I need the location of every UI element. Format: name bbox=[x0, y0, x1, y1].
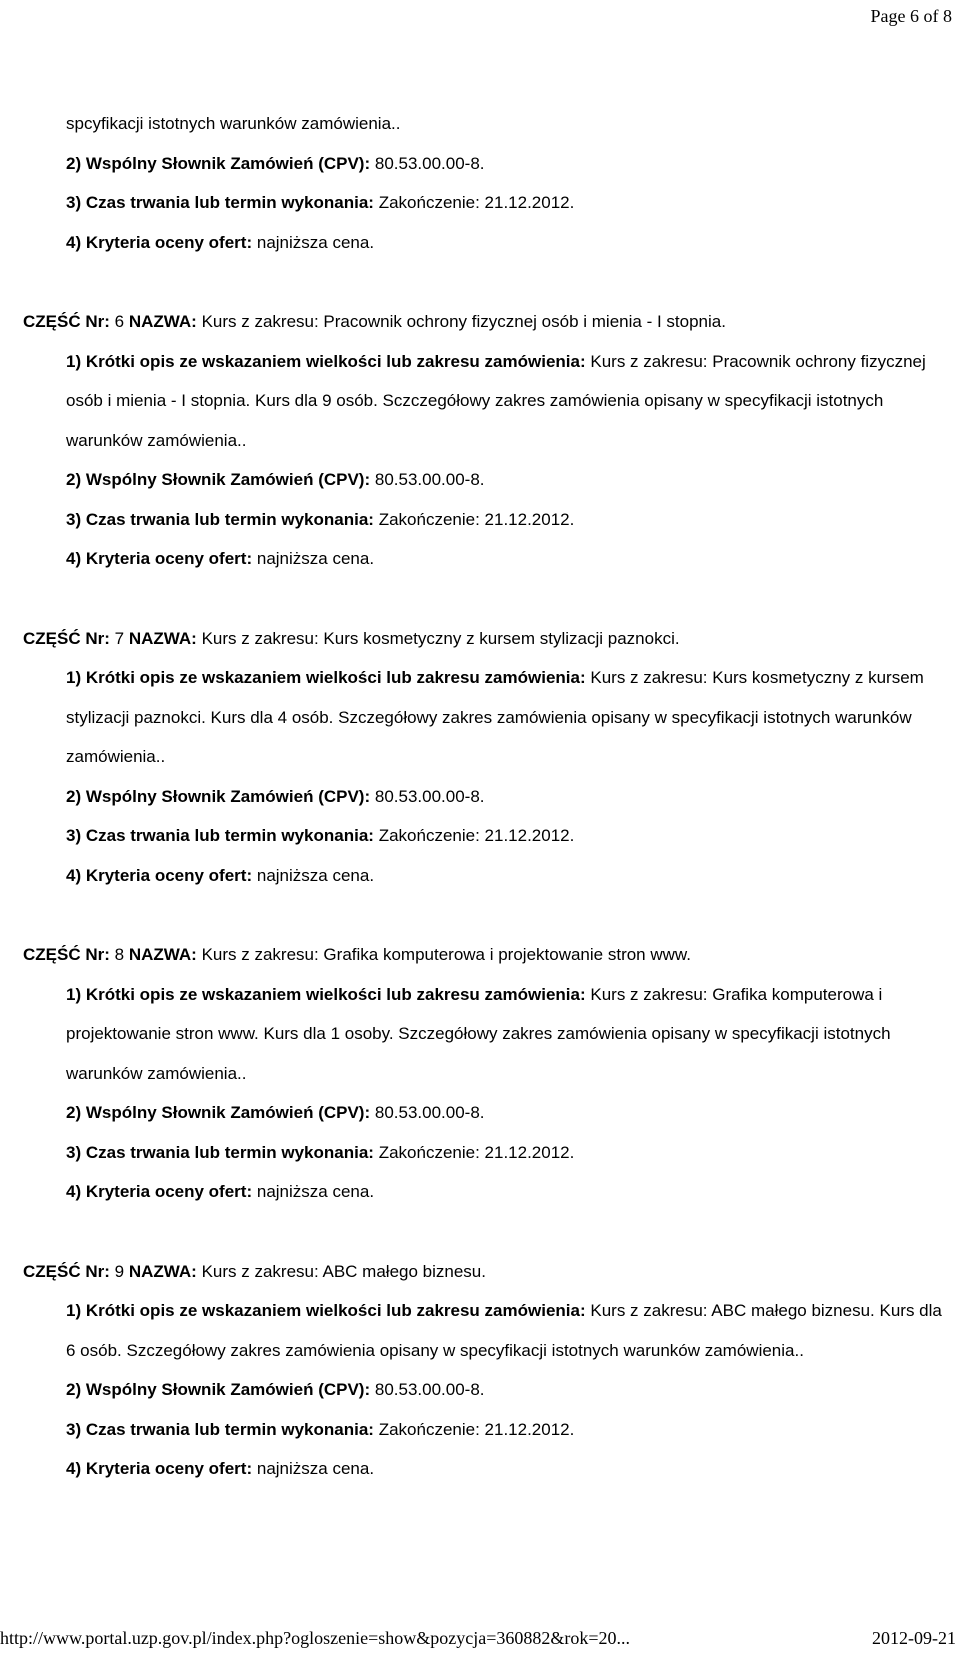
description-value: Kurs z zakresu: Kurs kosmetyczny z kursem stylizacji paznokci. Kurs dla 4 osób. Szczegółowy zakres zamówienia opisany w specyfikacji istotnych warunków zamówienia.. bbox=[66, 668, 924, 766]
cpv-label: 2) Wspólny Słownik Zamówień (CPV): bbox=[66, 470, 371, 489]
cpv-value: 80.53.00.00-8. bbox=[374, 470, 485, 489]
cpv-value: 80.53.00.00-8. bbox=[374, 786, 485, 806]
duration-value: Zakończenie: 21.12.2012. bbox=[378, 193, 575, 212]
part-label: CZĘŚĆ Nr: bbox=[23, 1261, 110, 1281]
part-section bbox=[23, 1252, 946, 1489]
criteria-value: najniższa cena. bbox=[256, 1459, 375, 1478]
name-value: Kurs z zakresu: Kurs kosmetyczny z kursem stylizacji paznokci. bbox=[201, 628, 680, 648]
part-number: 8 bbox=[114, 945, 125, 964]
document-body bbox=[23, 104, 946, 1489]
criteria-value: najniższa cena. bbox=[256, 865, 375, 885]
description-label: 1) Krótki opis ze wskazaniem wielkości lub zakresu zamówienia: bbox=[66, 668, 586, 687]
cpv-row bbox=[66, 777, 946, 817]
cpv-value: 80.53.00.00-8. bbox=[374, 1103, 485, 1122]
criteria-row bbox=[66, 223, 946, 263]
duration-label: 3) Czas trwania lub termin wykonania: bbox=[66, 1142, 374, 1162]
part-number: 7 bbox=[114, 628, 125, 648]
name-label: NAZWA: bbox=[128, 1261, 197, 1281]
criteria-row bbox=[66, 1449, 946, 1489]
criteria-label: 4) Kryteria oceny ofert: bbox=[66, 549, 253, 568]
cpv-row bbox=[66, 460, 946, 500]
cpv-row bbox=[66, 1093, 946, 1133]
cpv-label: 2) Wspólny Słownik Zamówień (CPV): bbox=[66, 153, 371, 173]
part-section bbox=[23, 302, 946, 579]
description-label: 1) Krótki opis ze wskazaniem wielkości lub zakresu zamówienia: bbox=[66, 351, 586, 371]
cpv-label: 2) Wspólny Słownik Zamówień (CPV): bbox=[66, 1380, 371, 1399]
cpv-label: 2) Wspólny Słownik Zamówień (CPV): bbox=[66, 786, 371, 806]
duration-row bbox=[66, 500, 946, 540]
page-footer bbox=[0, 1628, 960, 1654]
part-heading bbox=[23, 935, 946, 975]
duration-label: 3) Czas trwania lub termin wykonania: bbox=[66, 1419, 374, 1439]
criteria-label: 4) Kryteria oceny ofert: bbox=[66, 1459, 253, 1478]
part-label: CZĘŚĆ Nr: bbox=[23, 628, 110, 648]
part-heading bbox=[23, 302, 946, 342]
part-label: CZĘŚĆ Nr: bbox=[23, 945, 110, 964]
description-row bbox=[66, 342, 946, 461]
criteria-value: najniższa cena. bbox=[256, 232, 375, 252]
duration-label: 3) Czas trwania lub termin wykonania: bbox=[66, 826, 374, 845]
part-section bbox=[23, 619, 946, 896]
duration-value: Zakończenie: 21.12.2012. bbox=[378, 826, 575, 845]
cpv-value: 80.53.00.00-8. bbox=[374, 153, 485, 173]
name-value: Kurs z zakresu: ABC małego biznesu. bbox=[201, 1261, 486, 1281]
duration-label: 3) Czas trwania lub termin wykonania: bbox=[66, 193, 374, 212]
duration-row bbox=[66, 183, 946, 223]
duration-row bbox=[66, 1133, 946, 1173]
criteria-row bbox=[66, 1172, 946, 1212]
part-section bbox=[23, 935, 946, 1212]
criteria-label: 4) Kryteria oceny ofert: bbox=[66, 1182, 253, 1201]
description-row bbox=[66, 975, 946, 1094]
duration-row bbox=[66, 816, 946, 856]
criteria-value: najniższa cena. bbox=[256, 1182, 375, 1201]
duration-row bbox=[66, 1410, 946, 1450]
description-label: 1) Krótki opis ze wskazaniem wielkości lub zakresu zamówienia: bbox=[66, 984, 586, 1004]
name-value: Kurs z zakresu: Pracownik ochrony fizycznej osób i mienia - I stopnia. bbox=[201, 312, 726, 331]
part-heading bbox=[23, 1252, 946, 1292]
page-number: Page 6 of 8 bbox=[870, 6, 952, 26]
criteria-row bbox=[66, 856, 946, 896]
duration-label: 3) Czas trwania lub termin wykonania: bbox=[66, 509, 374, 529]
footer-url: http://www.portal.uzp.gov.pl/index.php?ogloszenie=show&pozycja=360882&rok=20... bbox=[0, 1628, 631, 1648]
description-row bbox=[66, 658, 946, 777]
footer-date: 2012-09-21 bbox=[872, 1628, 956, 1648]
description-value: Kurs z zakresu: ABC małego biznesu. Kurs dla 6 osób. Szczegółowy zakres zamówienia opisany w specyfikacji istotnych warunków zamówienia.. bbox=[66, 1301, 942, 1360]
duration-value: Zakończenie: 21.12.2012. bbox=[378, 509, 575, 529]
description-row bbox=[66, 1291, 946, 1370]
criteria-label: 4) Kryteria oceny ofert: bbox=[66, 232, 253, 252]
cpv-row bbox=[66, 144, 946, 184]
description-value: Kurs z zakresu: Pracownik ochrony fizycznej osób i mienia - I stopnia. Kurs dla 9 osób. Sczczegółowy zakres zamówienia opisany w specyfikacji istotnych warunków zamówienia.. bbox=[66, 351, 926, 450]
continued-description: spcyfikacji istotnych warunków zamówienia.. bbox=[66, 114, 401, 133]
duration-value: Zakończenie: 21.12.2012. bbox=[378, 1419, 575, 1439]
duration-value: Zakończenie: 21.12.2012. bbox=[378, 1142, 575, 1162]
name-label: NAZWA: bbox=[128, 945, 197, 964]
part-heading bbox=[23, 619, 946, 659]
part-label: CZĘŚĆ Nr: bbox=[23, 312, 110, 331]
criteria-label: 4) Kryteria oceny ofert: bbox=[66, 865, 253, 885]
cpv-label: 2) Wspólny Słownik Zamówień (CPV): bbox=[66, 1103, 371, 1122]
description-label: 1) Krótki opis ze wskazaniem wielkości lub zakresu zamówienia: bbox=[66, 1301, 586, 1320]
criteria-row bbox=[66, 539, 946, 579]
part-number: 6 bbox=[114, 312, 125, 331]
cpv-row bbox=[66, 1370, 946, 1410]
criteria-value: najniższa cena. bbox=[256, 549, 375, 568]
cpv-value: 80.53.00.00-8. bbox=[374, 1380, 485, 1399]
name-label: NAZWA: bbox=[128, 312, 197, 331]
part-number: 9 bbox=[114, 1261, 125, 1281]
name-label: NAZWA: bbox=[128, 628, 197, 648]
name-value: Kurs z zakresu: Grafika komputerowa i projektowanie stron www. bbox=[201, 945, 691, 964]
description-value: Kurs z zakresu: Grafika komputerowa i projektowanie stron www. Kurs dla 1 osoby. Szczegółowy zakres zamówienia opisany w specyfikacji istotnych warunków zamówienia.. bbox=[66, 984, 891, 1083]
continued-section bbox=[66, 104, 946, 262]
